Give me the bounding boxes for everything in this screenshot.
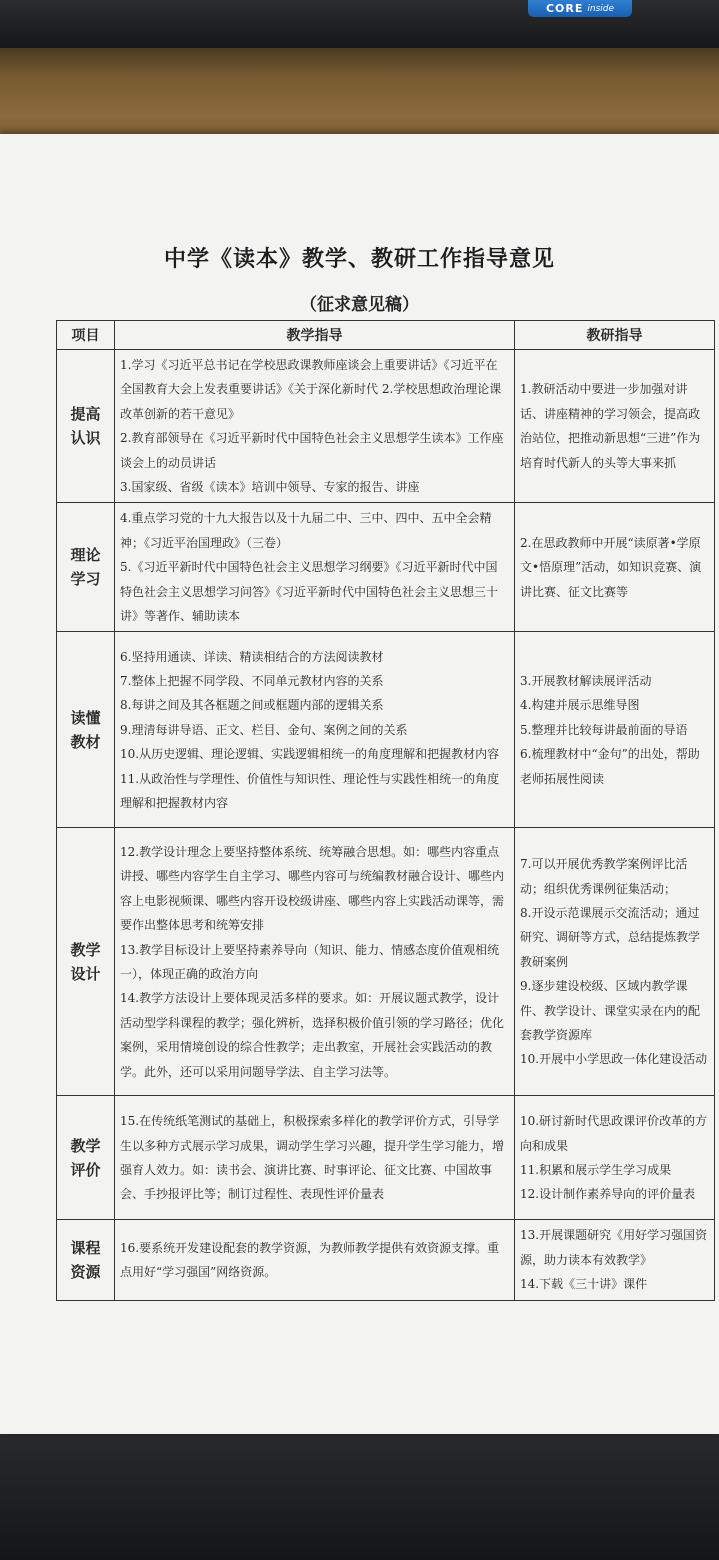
header-item: 项目 (57, 321, 115, 350)
category-cell (57, 350, 115, 503)
teaching-item: 5.《习近平新时代中国特色社会主义思想学习纲要》《习近平新时代中国特色社会主义思想学习问答》《习近平新时代中国特色社会主义思想三十讲》等著作、辅助读本 (120, 560, 499, 624)
category-label: 教学 (70, 940, 101, 959)
teaching-item: 4.重点学习党的十九大报告以及十九届二中、三中、四中、五中全会精神；《习近平治国理政》（三卷） (120, 511, 492, 550)
teaching-item: 13.教学目标设计上要坚持素养导向（知识、能力、情感态度价值观相统一），体现正确的政治方向 (120, 942, 500, 981)
table-row (57, 503, 715, 632)
research-item: 12.设计制作素养导向的评价量表 (520, 1187, 696, 1202)
category-label: 提高 (70, 405, 101, 424)
research-item: 10.研讨新时代思政课评价改革的方向和成果 (520, 1114, 708, 1153)
guidance-table (56, 320, 715, 1301)
research-item: 2.在思政教师中开展“读原著•学原文•悟原理”活动，如知识竞赛、演讲比赛、征文比赛等 (520, 535, 702, 599)
teaching-cell (115, 632, 515, 828)
teaching-cell (115, 1220, 515, 1300)
teaching-item: 16.要系统开发建设配套的教学资源，为教师教学提供有效资源支撑。重点用好“学习强国”网络资源。 (120, 1240, 500, 1280)
teaching-item: 8.每讲之间及其各框题之间或框题内部的逻辑关系 (120, 698, 384, 713)
teaching-item: 9.理清每讲导语、正文、栏目、金句、案例之间的关系 (120, 722, 408, 737)
teaching-item: 11.从政治性与学理性、价值性与知识性、理论性与实践性相统一的角度理解和把握教材内容 (120, 771, 500, 810)
document-page (0, 134, 719, 1434)
research-item: 3.开展教材解读展评活动 (520, 673, 652, 688)
category-label: 设计 (70, 964, 101, 983)
processor-sticker (528, 0, 632, 17)
category-label: 理论 (70, 546, 101, 565)
research-item: 6.梳理教材中“金句”的出处，帮助老师拓展性阅读 (520, 747, 700, 786)
category-label: 评价 (70, 1160, 101, 1179)
research-cell (515, 632, 715, 828)
teaching-cell (115, 1096, 515, 1220)
research-item: 1.教研活动中要进一步加强对讲话、讲座精神的学习领会，提高政治站位，把推动新思想“三进”作为培育时代新人的头等大事来抓 (520, 382, 701, 470)
research-item: 11.积累和展示学生学习成果 (520, 1162, 672, 1177)
table-header-row (57, 321, 715, 350)
research-item: 7.可以开展优秀教学案例评比活动；组织优秀课例征集活动； (520, 857, 688, 896)
header-research: 教研指导 (515, 321, 715, 350)
research-cell (515, 1220, 715, 1300)
document-subtitle: （征求意见稿） (300, 295, 419, 315)
research-item: 5.整理并比较每讲最前面的导语 (520, 722, 688, 737)
research-item: 13.开展课题研究《用好学习强国资源，助力读本有效教学》 (520, 1228, 708, 1267)
teaching-item: 3.国家级、省级《读本》培训中领导、专家的报告、讲座 (120, 480, 420, 495)
teaching-cell (115, 828, 515, 1096)
header-teaching: 教学指导 (115, 321, 515, 350)
research-cell (515, 503, 715, 632)
teaching-item: 12.教学设计理念上要坚持整体系统、统筹融合思想。如：哪些内容重点讲授、哪些内容学生自主学习、哪些内容可与统编教材融合设计、哪些内容上电影视频课、哪些内容开设校级讲座、哪些内容上实践活动课等，需要作出整体思考和统筹安排 (120, 844, 505, 933)
sticker-brand: CORE (545, 2, 584, 15)
research-item: 8.开设示范课展示交流活动；通过研究、调研等方式，总结提炼教学教研案例 (520, 905, 701, 969)
research-cell (515, 828, 715, 1096)
category-cell (57, 1220, 115, 1300)
teaching-cell (115, 503, 515, 632)
table-row (57, 1096, 715, 1220)
category-cell (57, 828, 115, 1096)
category-label: 教学 (70, 1136, 101, 1155)
research-cell (515, 350, 715, 503)
sticker-sub: inside (587, 3, 615, 14)
table-row (57, 1220, 715, 1300)
category-cell (57, 632, 115, 828)
desk-surface-bottom (0, 1420, 719, 1560)
category-label: 教材 (70, 732, 101, 751)
table-row (57, 632, 715, 828)
wooden-desk (0, 48, 719, 148)
laptop-bezel (0, 0, 719, 48)
table-row (57, 350, 715, 503)
category-label: 学习 (70, 570, 101, 589)
category-label: 课程 (70, 1239, 101, 1258)
category-label: 读懂 (70, 708, 101, 727)
teaching-item: 10.从历史逻辑、理论逻辑、实践逻辑相统一的角度理解和把握教材内容 (120, 747, 500, 762)
teaching-item: 2.教育部领导在《习近平新时代中国特色社会主义思想学生读本》工作座谈会上的动员讲话 (120, 431, 504, 470)
category-label: 认识 (70, 429, 101, 448)
teaching-cell (115, 350, 515, 503)
teaching-item: 14.教学方法设计上要体现灵活多样的要求。如：开展议题式教学，设计活动型学科课程的教学；强化辨析，选择积极价值引领的学习路径；优化案例，采用情境创设的综合性教学；走出教室，开展社会实践活动的教学。此外，还可以采用问题导学法、自主学习法等。 (120, 991, 505, 1079)
research-item: 14.下载《三十讲》课件 (520, 1277, 648, 1292)
research-item: 10.开展中小学思政一体化建设活动 (520, 1052, 708, 1067)
category-cell (57, 503, 115, 632)
research-cell (515, 1096, 715, 1220)
teaching-item: 1.学习《习近平总书记在学校思政课教师座谈会上重要讲话》《习近平在全国教育大会上发表重要讲话》《关于深化新时代 2.学校思想政治理论课改革创新的若干意见》 (120, 358, 502, 421)
research-item: 4.构建并展示思维导图 (520, 698, 640, 713)
category-label: 资源 (70, 1263, 101, 1282)
teaching-item: 15.在传统纸笔测试的基础上，积极探索多样化的教学评价方式，引导学生以多种方式展示学习成果，调动学生学习兴趣，提升学生学习能力，增强育人效力。如：读书会、演讲比赛、时事评论、征文比赛、中国故事会、手抄报评比等；制订过程性、表现性评价量表 (120, 1114, 505, 1202)
research-item: 9.逐步建设校级、区域内教学课件、教学设计、课堂实录在内的配套教学资源库 (520, 979, 701, 1042)
category-cell (57, 1096, 115, 1220)
document-title: 中学《读本》教学、教研工作指导意见 (163, 247, 555, 272)
teaching-item: 7.整体上把握不同学段、不同单元教材内容的关系 (120, 673, 384, 688)
table-row (57, 828, 715, 1096)
teaching-item: 6.坚持用通读、详读、精读相结合的方法阅读教材 (120, 649, 384, 664)
